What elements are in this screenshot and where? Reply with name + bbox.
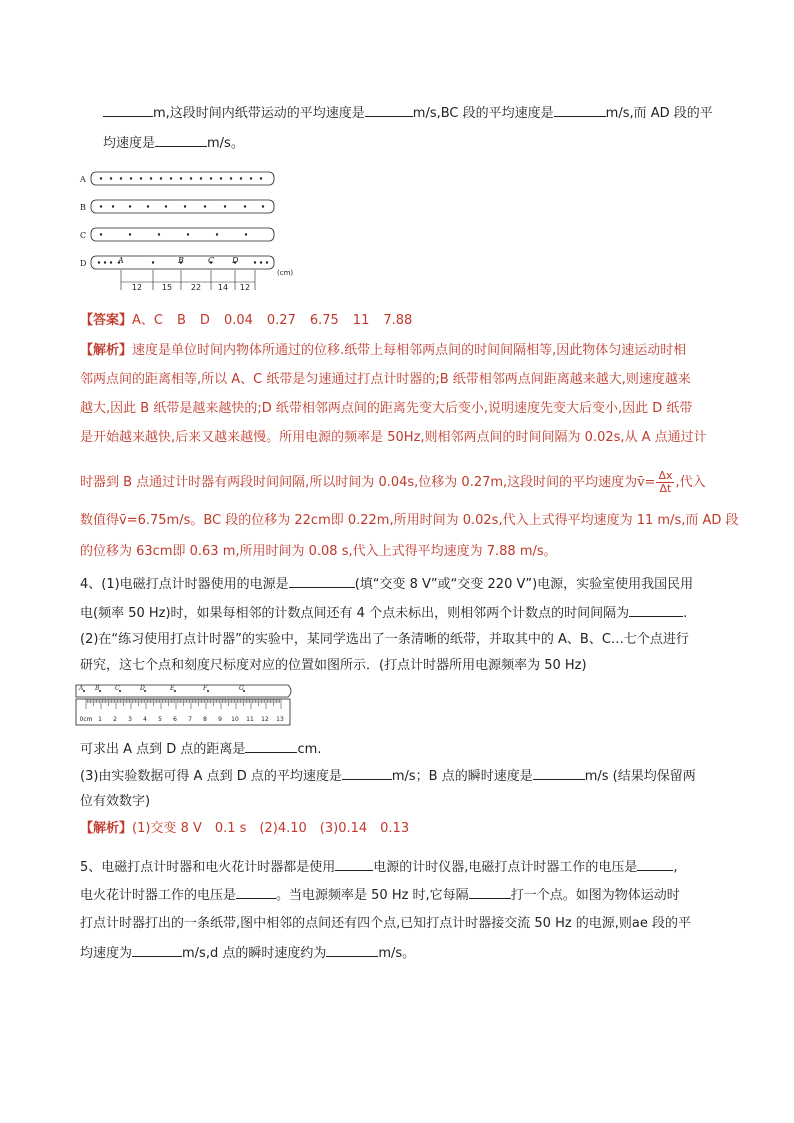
q4-line6: (3)由实验数据可得 A 点到 D 点的平均速度是 m/s；B 点的瞬时速度是 m/s (结果均保留两 bbox=[80, 769, 696, 784]
unit-label: (cm) bbox=[277, 269, 294, 277]
answer-blank[interactable] bbox=[554, 104, 606, 117]
ruler-body bbox=[76, 699, 290, 725]
point-label: D bbox=[232, 256, 239, 265]
ruler-point-label: G bbox=[239, 685, 244, 692]
ruler-figure bbox=[74, 683, 296, 729]
answer-value: 0.27 bbox=[266, 313, 296, 328]
q3-line1: m,这段时间内纸带运动的平均速度是 m/s,BC 段的平均速度是 m/s,而 AD 段的平 bbox=[103, 104, 713, 123]
q3-answer: 【答案】A、C B D 0.04 0.27 6.75 11 7.88 bbox=[80, 313, 413, 328]
ruler-tick-label: 5 bbox=[158, 716, 162, 723]
ruler-tick-label: 8 bbox=[203, 716, 207, 723]
segment-label: 15 bbox=[161, 283, 173, 292]
ruler-tick-label: 4 bbox=[143, 716, 147, 723]
answer-blank[interactable] bbox=[365, 104, 413, 117]
point-label: C bbox=[208, 256, 215, 265]
tape-a bbox=[91, 172, 274, 185]
answer-blank[interactable] bbox=[335, 858, 373, 871]
q3-line2: 均速度是 m/s。 bbox=[103, 136, 244, 151]
tape-c-dots bbox=[100, 233, 247, 235]
tape-row-label: D bbox=[80, 259, 87, 268]
answer-blank[interactable] bbox=[533, 767, 585, 780]
answer-blank[interactable] bbox=[469, 886, 511, 899]
tape-a-dots bbox=[100, 177, 262, 179]
velocity-formula: $\frac{\Delta x}{\Delta t}$ bbox=[658, 469, 673, 495]
answer-value: 0.04 bbox=[223, 313, 253, 328]
q5-line1: 5、电磁打点计时器和电火花计时器都是使用 电源的计时仪器,电磁打点计时器工作的电压是 , bbox=[80, 860, 678, 875]
answer-value: 7.88 bbox=[383, 313, 413, 328]
q3-analysis-line: 的位移为 63cm即 0.63 m,所用时间为 0.08 s,代入上式得平均速度为 7.88 m/s。 bbox=[80, 544, 557, 559]
tape-b bbox=[91, 200, 274, 213]
answer-value: D bbox=[199, 313, 210, 328]
answer-value: A、C bbox=[132, 313, 163, 328]
q5-line4: 均速度为 m/s,d 点的瞬时速度约为 m/s。 bbox=[80, 946, 416, 961]
tape-row-label: C bbox=[80, 231, 87, 240]
ruler-tick-label: 12 bbox=[261, 716, 269, 723]
ruler-tick-label: 2 bbox=[113, 716, 117, 723]
q4-line3: (2)在“练习使用打点计时器”的实验中，某同学选出了一条清晰的纸带，并取其中的 A、B、C…七个点进行 bbox=[80, 632, 689, 647]
ruler-point-label: E bbox=[170, 685, 175, 692]
answer-blank[interactable] bbox=[326, 944, 378, 957]
ruler-tick-label: 0cm bbox=[79, 716, 93, 723]
q3-analysis-line: 【解析】速度是单位时间内物体所通过的位移.纸带上每相邻两点间的时间间隔相等,因此物体匀速运动时相 bbox=[80, 343, 687, 358]
tape-row-label: B bbox=[80, 203, 86, 212]
ruler-tick-label: 9 bbox=[218, 716, 222, 723]
ruler-tick-label: 7 bbox=[188, 716, 192, 723]
answer-blank[interactable] bbox=[132, 944, 182, 957]
point-label: A bbox=[118, 256, 124, 265]
q3-analysis-line: 数值得v̄=6.75m/s。BC 段的位移为 22cm即 0.22m,所用时间为 0.02s,代入上式得平均速度为 11 m/s,而 AD 段 bbox=[80, 513, 739, 528]
q4-line2: 电(频率 50 Hz)时，如果每相邻的计数点间还有 4 个点未标出，则相邻两个计数点的时间间隔为 . bbox=[80, 606, 688, 621]
q4-line1: 4、(1)电磁打点计时器使用的电源是 (填“交变 8 V”或“交变 220 V”)电源，实验室使用我国民用 bbox=[80, 577, 694, 592]
answer-blank[interactable] bbox=[245, 740, 297, 753]
ruler-tick-label: 6 bbox=[173, 716, 177, 723]
ticker-tape-figure bbox=[75, 166, 315, 296]
ruler-tape-dots bbox=[83, 690, 245, 692]
answer-blank[interactable] bbox=[289, 575, 355, 588]
answer-blank[interactable] bbox=[629, 604, 683, 617]
ruler-point-label: A bbox=[79, 685, 84, 692]
q4-line5: 可求出 A 点到 D 点的距离是 cm. bbox=[80, 742, 322, 757]
ruler-tick-label: 1 bbox=[98, 716, 102, 723]
q5-line3: 打点计时器打出的一条纸带,图中相邻的点间还有四个点,已知打点计时器接交流 50 Hz 的电源,则ae 段的平 bbox=[80, 916, 692, 931]
ruler-point-label: F bbox=[203, 685, 208, 692]
answer-value: 11 bbox=[352, 313, 370, 328]
q3-analysis-line: 越大,因此 B 纸带是越来越快的;D 纸带相邻两点间的距离先变大后变小,说明速度先变大后变小,因此 D 纸带 bbox=[80, 401, 693, 416]
q3-analysis-line: 邻两点间的距离相等,所以 A、C 纸带是匀速通过打点计时器的;B 纸带相邻两点间距离越来越大,则速度越来 bbox=[80, 372, 691, 387]
q4-line7: 位有效数字) bbox=[80, 794, 151, 809]
ruler-tick-label: 11 bbox=[246, 716, 254, 723]
q5-line2: 电火花计时器工作的电压是 。当电源频率是 50 Hz 时,它每隔 打一个点。如图为物体运动时 bbox=[80, 888, 680, 903]
ruler-tick-label: 13 bbox=[276, 716, 284, 723]
answer-blank[interactable] bbox=[342, 767, 392, 780]
ruler-tick-label: 10 bbox=[231, 716, 239, 723]
ruler-point-label: D bbox=[140, 685, 145, 692]
q4-analysis: 【解析】(1)交变 8 V 0.1 s (2)4.10 (3)0.14 0.13 bbox=[80, 821, 410, 836]
segment-label: 12 bbox=[131, 283, 143, 292]
answer-blank[interactable] bbox=[236, 886, 276, 899]
answer-value: 6.75 bbox=[309, 313, 339, 328]
q3-analysis-line: 是开始越来越快,后来又越来越慢。所用电源的频率是 50Hz,则相邻两点间的时间间隔为 0.02s,从 A 点通过计 bbox=[80, 430, 707, 445]
ruler-point-label: C bbox=[115, 685, 120, 692]
answer-blank[interactable] bbox=[103, 104, 153, 117]
answer-blank[interactable] bbox=[637, 858, 673, 871]
q4-line4: 研究，这七个点和刻度尺标度对应的位置如图所示．(打点计时器所用电源频率为 50 Hz) bbox=[80, 658, 587, 673]
point-label: B bbox=[178, 256, 184, 265]
answer-value: B bbox=[177, 313, 186, 328]
segment-label: 14 bbox=[217, 283, 229, 292]
q3-analysis-line: 时器到 B 点通过计时器有两段时间间隔,所以时间为 0.04s,位移为 0.27m,这段时间的平均速度为v̄= $\frac{\Delta x}{\Delta t}$ ,代入 bbox=[80, 469, 706, 495]
answer-blank[interactable] bbox=[155, 134, 207, 147]
formula-lhs: v̄= bbox=[637, 475, 656, 490]
ruler-tick-label: 3 bbox=[128, 716, 132, 723]
tape-row-label: A bbox=[80, 175, 86, 184]
segment-label: 12 bbox=[239, 283, 251, 292]
segment-label: 22 bbox=[190, 283, 202, 292]
ruler-point-label: B bbox=[95, 685, 100, 692]
tape-b-dots bbox=[100, 205, 264, 207]
